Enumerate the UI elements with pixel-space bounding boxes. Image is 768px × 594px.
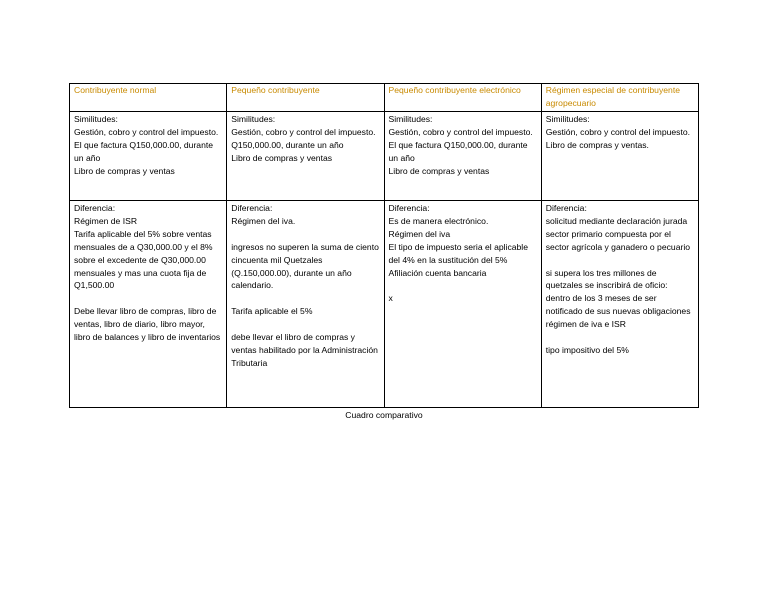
similitudes-cell: Similitudes: Gestión, cobro y control del impuesto. Q150,000.00, durante un año Libro de compras y ventas xyxy=(227,112,384,201)
header-row xyxy=(70,84,699,112)
similitudes-cell: Similitudes: Gestión, cobro y control del impuesto. Libro de compras y ventas. xyxy=(541,112,698,201)
table-caption: Cuadro comparativo xyxy=(345,410,423,420)
diferencia-cell: Diferencia: Es de manera electrónico. Régimen del iva El tipo de impuesto seria el aplicable del 4% en la sustitución del 5% Afiliación cuenta bancaria x xyxy=(384,201,541,408)
similitudes-row xyxy=(70,112,699,201)
header-cell-pequeno-contribuyente-electronico: Pequeño contribuyente electrónico xyxy=(384,84,541,112)
diferencias-row xyxy=(70,201,699,408)
similitudes-cell: Similitudes: Gestión, cobro y control del impuesto. El que factura Q150,000.00, durante un año Libro de compras y ventas xyxy=(70,112,227,201)
header-cell-regimen-agropecuario: Régimen especial de contribuyente agropecuario xyxy=(541,84,698,112)
similitudes-cell: Similitudes: Gestión, cobro y control del impuesto. El que factura Q150,000.00, durante un año Libro de compras y ventas xyxy=(384,112,541,201)
diferencia-cell: Diferencia: Régimen del iva. ingresos no superen la suma de ciento cincuenta mil Quetzales (Q.150,000.00), durante un año calendario. Tarifa aplicable el 5% debe llevar el libro de compras y ventas habilitado por la Administración Tributaria xyxy=(227,201,384,408)
diferencia-cell: Diferencia: solicitud mediante declaración jurada sector primario compuesta por el sector agrícola y ganadero o pecuario si supera los tres millones de quetzales se inscribirá de oficio: dentro de los 3 meses de ser notificado de sus nuevas obligaciones régimen de iva e ISR tipo impositivo del 5% xyxy=(541,201,698,408)
comparison-table xyxy=(69,83,699,408)
header-cell-pequeno-contribuyente: Pequeño contribuyente xyxy=(227,84,384,112)
header-cell-contribuyente-normal: Contribuyente normal xyxy=(70,84,227,112)
diferencia-cell: Diferencia: Régimen de ISR Tarifa aplicable del 5% sobre ventas mensuales de a Q30,000.00 y el 8% sobre el excedente de Q30,000.00 mensuales y mas una cuota fija de Q1,500.00 Debe llevar libro de compras, libro de ventas, libro de diario, libro mayor, libro de balances y libro de inventarios xyxy=(70,201,227,408)
